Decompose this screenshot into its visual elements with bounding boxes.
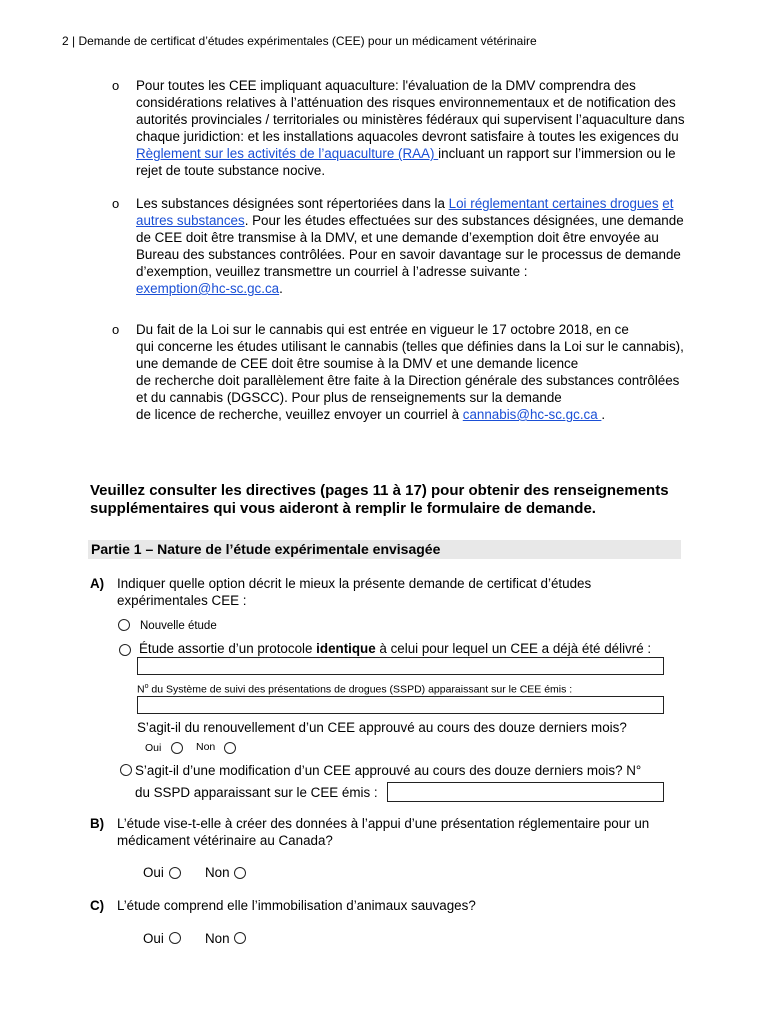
notice-line: supplémentaires qui vous aideront à remplir le formulaire de demande. <box>90 500 596 517</box>
text-fragment: de licence de recherche, veuillez envoyer un courriel à <box>136 407 463 422</box>
radio-qb-oui[interactable] <box>169 867 181 879</box>
text-line <box>136 195 684 212</box>
bullet-cannabis <box>136 321 684 423</box>
text-fragment: N <box>137 683 145 696</box>
text-line <box>136 145 685 162</box>
qc-non-label: Non <box>205 931 230 946</box>
notice-line: Veuillez consulter les directives (pages 11 à 17) pour obtenir des renseignements <box>90 482 669 499</box>
radio-identical-protocol[interactable] <box>119 644 131 656</box>
renewal-question: S’agit-il du renouvellement d’un CEE approuvé au cours des douze derniers mois? <box>137 720 627 735</box>
bullet-marker: o <box>112 78 120 93</box>
bullet-marker: o <box>112 196 120 211</box>
text-sup: o <box>144 683 149 690</box>
sspd-number-input[interactable] <box>137 696 664 714</box>
cdsa-link[interactable]: Loi réglementant certaines drogues <box>448 196 659 211</box>
cdsa-link-line2[interactable]: autres substances <box>136 213 245 228</box>
question-b-label: B) <box>90 816 105 831</box>
bullet-marker: o <box>112 322 120 337</box>
question-c-label: C) <box>90 898 105 913</box>
text-line: qui concerne les études utilisant le cannabis (telles que définies dans la Loi sur le cannabis), <box>136 339 684 354</box>
text-line: S’agit-il d’une modification d’un CEE approuvé au cours des douze derniers mois? N° <box>135 763 642 778</box>
text-fragment: à celui pour lequel un CEE a déjà été délivré : <box>375 641 652 656</box>
text-line: Indiquer quelle option décrit le mieux la présente demande de certificat d’études <box>117 576 592 591</box>
option-identical-label <box>139 640 651 657</box>
qc-oui-label: Oui <box>143 931 164 946</box>
renewal-oui-label: Oui <box>145 742 162 754</box>
renewal-non-label: Non <box>196 741 216 753</box>
text-line: et du cannabis (DGSCC). Pour plus de renseignements sur la demande <box>136 390 562 405</box>
page-header: 2 | Demande de certificat d’études expérimentales (CEE) pour un médicament vétérinaire <box>62 34 537 48</box>
text-line: du SSPD apparaissant sur le CEE émis : <box>135 785 378 800</box>
radio-qb-non[interactable] <box>234 867 246 879</box>
text-line: Du fait de la Loi sur le cannabis qui est entrée en vigueur le 17 octobre 2018, en ce <box>136 322 629 337</box>
text-fragment: . Pour les études effectuées sur des substances désignées, une demande <box>244 213 684 228</box>
identical-protocol-input[interactable] <box>137 657 664 675</box>
text-line <box>136 212 684 229</box>
text-line: chaque juridiction: et les installations aquacoles devront satisfaire à toutes les exigences du <box>136 129 679 144</box>
cannabis-email-link[interactable]: cannabis@hc-sc.gc.ca <box>462 407 602 422</box>
bullet-controlled-substances <box>136 195 684 297</box>
text-line: considérations relatives à l’atténuation des risques environnementaux et de notification des <box>136 95 676 110</box>
radio-qc-non[interactable] <box>234 932 246 944</box>
text-fragment: incluant un rapport sur l’immersion ou le <box>438 146 676 161</box>
radio-renewal-non[interactable] <box>224 742 236 754</box>
radio-qc-oui[interactable] <box>169 932 181 944</box>
text-line <box>136 280 684 297</box>
text-line: d’exemption, veuillez transmettre un courriel à l’adresse suivante : <box>136 264 528 279</box>
text-fragment: du Système de suivi des présentations de drogues (SSPD) apparaissant sur le CEE émis : <box>148 683 573 696</box>
text-fragment: Étude assortie d’un protocole <box>139 641 317 656</box>
bullet-aquaculture <box>136 77 685 179</box>
text-fragment: . <box>601 407 606 422</box>
qb-non-label: Non <box>205 865 230 880</box>
exemption-email-link[interactable]: exemption@hc-sc.gc.ca <box>136 281 280 296</box>
text-bold: identique <box>316 641 376 656</box>
text-line: autorités provinciales / territoriales ou ministères fédéraux qui supervisent l’aquaculture dans <box>136 112 685 127</box>
text-line: médicament vétérinaire au Canada? <box>117 833 333 848</box>
question-a-text <box>117 575 591 609</box>
text-line: une demande de CEE doit être soumise à la DMV et une demande licence <box>136 356 579 371</box>
cdsa-link-cont[interactable]: et <box>662 196 674 211</box>
modification-sspd-input[interactable] <box>387 782 664 802</box>
text-line: rejet de toute substance nocive. <box>136 163 326 178</box>
text-line: L’étude vise-t-elle à créer des données à l’appui d’une présentation réglementaire pour un <box>117 816 650 831</box>
question-a-label: A) <box>90 576 105 591</box>
text-line: de recherche doit parallèlement être faite à la Direction générale des substances contrôlées <box>136 373 680 388</box>
text-line <box>136 406 684 423</box>
guidance-notice <box>90 482 669 518</box>
qb-oui-label: Oui <box>143 865 164 880</box>
option-new-study-label: Nouvelle étude <box>140 620 217 632</box>
text-line: de CEE doit être transmise à la DMV, et une demande d’exemption doit être envoyée au <box>136 230 659 245</box>
text-fragment: Les substances désignées sont répertoriées dans la <box>136 196 449 211</box>
raa-link[interactable]: Règlement sur les activités de l’aquaculture (RAA) <box>136 146 439 161</box>
text-line: Pour toutes les CEE impliquant aquaculture: l'évaluation de la DMV comprendra des <box>136 78 636 93</box>
section-title-part1: Partie 1 – Nature de l’étude expérimentale envisagée <box>88 540 681 559</box>
text-fragment: . <box>279 281 283 296</box>
radio-renewal-oui[interactable] <box>171 742 183 754</box>
question-b-text <box>117 815 649 849</box>
question-c-text: L’étude comprend elle l’immobilisation d’animaux sauvages? <box>117 898 476 913</box>
radio-modification[interactable] <box>120 764 132 776</box>
text-line: Bureau des substances contrôlées. Pour en savoir davantage sur le processus de demande <box>136 247 681 262</box>
text-line: expérimentales CEE : <box>117 593 247 608</box>
sspd-number-label <box>137 683 572 696</box>
radio-new-study[interactable] <box>118 619 130 631</box>
